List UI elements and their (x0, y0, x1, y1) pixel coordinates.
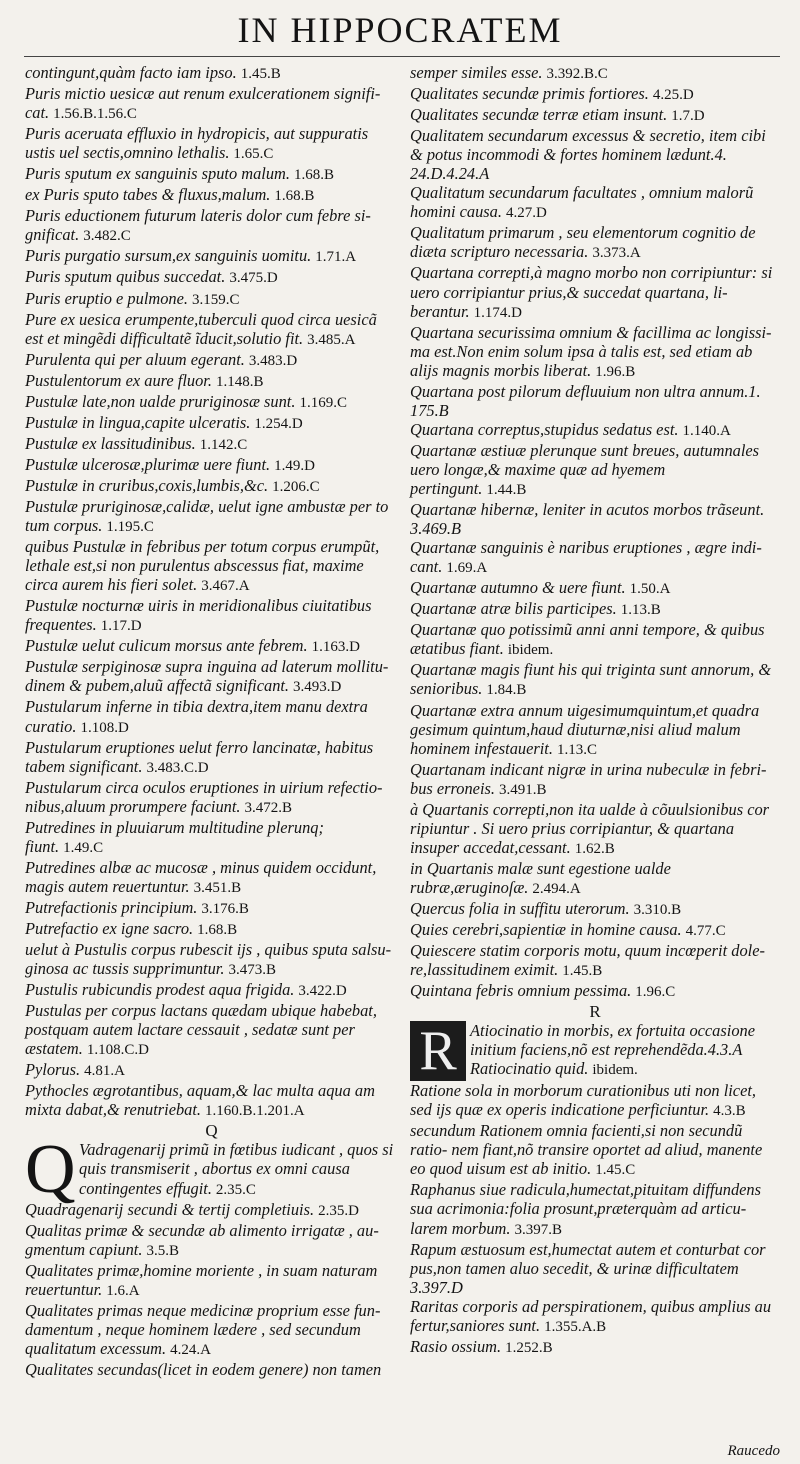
entry-text: Pustulæ ulcerosæ,plurimæ uere fiunt. (25, 454, 271, 474)
entry-text: Puris sputum ex sanguinis sputo malum. (25, 164, 290, 184)
ornamental-initial: R (410, 1021, 466, 1081)
index-entry (410, 382, 780, 420)
entry-reference: 3.176.B (201, 900, 249, 917)
index-entry (25, 63, 398, 84)
index-entry (25, 84, 398, 124)
entry-text: Quartanæ sanguinis è naribus eruptiones , ægre indi- cant. (410, 538, 762, 577)
index-entry (410, 760, 780, 800)
entry-text: Qualitas primæ & secundæ ab alimento irrigatæ , au- gmentum capiunt. (25, 1220, 379, 1259)
entry-reference: 1.69.A (446, 560, 488, 577)
entry-text: Raphanus siue radicula,humectat,pituitam diffundens sua acrimonia:folia prosunt,præterquàm ad articu- larem morbum. (410, 1180, 762, 1238)
entry-text: Puris eruptio e pulmone. (25, 288, 188, 308)
index-entry (25, 1301, 398, 1360)
entry-text: Quartanæ æstiuæ plerunque sunt breues, autumnales uero longæ,& maxime quæ ad hyemem pertingunt. (410, 440, 760, 498)
entry-reference: 3.5.B (146, 1242, 179, 1259)
entry-text: Rapum æstuosum est,humectat autem et conturbat cor pus,non tamen aluo secedit, & urinæ difficultatem 3.397.D (410, 1239, 766, 1297)
entry-text: semper similes esse. (410, 63, 543, 82)
entry-text: Quartanæ atræ bilis participes. (410, 599, 617, 619)
page-title: IN HIPPOCRATEM (237, 10, 563, 50)
index-entry (25, 980, 398, 1001)
entry-text: Pustulis rubicundis prodest aqua frigida. (25, 980, 295, 1000)
entry-reference: 3.392.B.C (546, 66, 608, 82)
entry-reference: 1.62.B (574, 840, 615, 857)
entry-reference: 1.108.C.D (86, 1042, 149, 1059)
index-entry (410, 500, 780, 538)
entry-text: Pustularum inferne in tibia dextra,item manu dextra curatio. (25, 697, 368, 736)
index-entry (25, 1060, 398, 1081)
entry-reference: ibidem. (507, 642, 554, 659)
index-entry (410, 578, 780, 599)
index-entry (25, 1001, 398, 1060)
index-entry (410, 660, 780, 700)
index-entry (410, 899, 780, 920)
entry-text: Puris sputum quibus succedat. (25, 267, 226, 287)
index-entry (410, 920, 780, 941)
entry-reference: 1.44.B (486, 481, 527, 498)
entry-reference: 1.68.B (274, 188, 315, 205)
entry-text: Pustulæ in lingua,capite ulceratis. (25, 412, 251, 432)
index-entry (25, 738, 398, 778)
index-entry (410, 599, 780, 620)
index-entry (25, 778, 398, 818)
entry-text: Quercus folia in suffitu uterorum. (410, 898, 630, 918)
index-entry (25, 246, 398, 267)
entry-reference: 3.485.A (307, 331, 356, 348)
entry-text: Pustulæ ex lassitudinibus. (25, 433, 196, 453)
entry-text: Pustulæ in cruribus,coxis,lumbis,&c. (25, 475, 269, 495)
entry-text: Quartanæ autumno & uere fiunt. (410, 578, 626, 598)
entry-reference: 3.397.B (514, 1221, 562, 1238)
index-entry (25, 497, 398, 537)
index-entry (410, 620, 780, 660)
index-entry (25, 636, 398, 657)
entry-reference: 3.482.C (83, 228, 131, 245)
index-entry (25, 818, 398, 858)
entry-text: Quartana correptus,stupidus sedatus est. (410, 419, 679, 439)
entry-text: à Quartanis correpti,non ita ualde à cõuulsionibus cor ripiuntur . Si uero prius corripiantur, & quartana insuper accedat,cessant. (410, 799, 770, 857)
entry-reference: 3.422.D (298, 983, 347, 1000)
entry-reference: 1.148.B (215, 373, 264, 390)
index-entry (410, 126, 780, 183)
index-entry (410, 1337, 780, 1358)
entry-text: Qualitatem secundarum excessus & secretio, item cibi & potus incommodi & fortes hominem lædunt.4. 24.D.4.24.A (410, 126, 766, 184)
entry-reference: 1.13.C (556, 741, 597, 758)
index-entry (25, 267, 398, 288)
entry-reference: 4.81.A (84, 1063, 125, 1080)
entry-reference: 1.49.C (63, 839, 104, 856)
entry-reference: 1.45.B (562, 963, 603, 980)
entry-text: Pythocles ægrotantibus, aquam,& lac multa aqua am mixta dabat,& renutriebat. (25, 1081, 375, 1120)
catchword: Raucedo (727, 1443, 780, 1459)
entry-reference: 4.25.D (652, 87, 694, 104)
entry-text: Puris aceruata effluxio in hydropicis, aut suppuratis ustis uel sectis,omnino lethalis. (25, 124, 369, 163)
entry-text: contingunt,quàm facto iam ipso. (25, 63, 237, 82)
entry-reference: 1.84.B (486, 682, 527, 699)
entry-reference: 3.159.C (191, 291, 240, 308)
index-entry (25, 124, 398, 164)
section-letter: R (589, 1002, 601, 1022)
entry-reference: 1.96.C (635, 984, 676, 1001)
entry-reference: 1.206.C (272, 478, 320, 495)
index-entry (410, 701, 780, 760)
index-entry (25, 413, 398, 434)
index-entry (25, 919, 398, 940)
section-letter: Q (205, 1121, 218, 1141)
index-entry (410, 941, 780, 981)
entry-reference: 4.77.C (685, 923, 726, 940)
entry-reference: 3.373.A (592, 245, 641, 262)
entry-text: Qualitates primæ,homine moriente , in suam naturam reuertuntur. (25, 1260, 378, 1299)
entry-text: Qualitatum primarum , seu elementorum cognitio de diæta scripturo necessaria. (410, 223, 756, 262)
entry-reference: 1.50.A (629, 581, 671, 598)
index-entry (410, 1121, 780, 1180)
entry-reference: 3.467.A (201, 578, 250, 595)
entry-reference: 1.142.C (199, 436, 248, 453)
index-entry (410, 323, 780, 382)
entry-reference: 1.108.D (80, 719, 129, 736)
index-entry (25, 1200, 398, 1221)
entry-text: secundum Rationem omnia facienti,si non secundũ ratio- nem fiant,nõ transire oportet ad aliud, manente eo quod uisum est ab initio. (410, 1121, 763, 1179)
entry-text: Quartanæ magis fiunt his qui triginta sunt annorum, & senioribus. (410, 660, 772, 699)
entry-text: Quadragenarij secundi & tertij completiuis. (25, 1199, 315, 1219)
drop-cap: Q (25, 1131, 76, 1209)
entry-text: Ratione sola in morborum curationibus uti non licet, sed ijs quæ ex operis indicatione perficiuntur. (410, 1081, 757, 1120)
entry-text: Puris eductionem futurum lateris dolor cum febre si- gnificat. (25, 206, 371, 245)
entry-reference: 1.169.C (299, 394, 347, 411)
index-entry (410, 981, 780, 1002)
entry-text: Purulenta qui per aluum egerant. (25, 349, 245, 369)
entry-reference: 2.494.A (532, 880, 581, 897)
index-entry (25, 1221, 398, 1261)
entry-text: Qualitates secundæ primis fortiores. (410, 84, 649, 104)
index-entry (410, 800, 780, 859)
entry-text: Putrefactionis principium. (25, 897, 198, 917)
index-entry (25, 392, 398, 413)
index-entry (25, 1360, 398, 1379)
index-entry (25, 898, 398, 919)
entry-reference: 1.17.D (100, 618, 142, 635)
entry-text: Pustulentorum ex aure fluor. (25, 370, 212, 390)
entry-text: in Quartanis malæ sunt egestione ualde rubræ,æruginoſæ. (410, 858, 671, 897)
entry-reference: 1.45.C (595, 1162, 636, 1179)
entry-text: Putredines in pluuiarum multitudine plerunq; fiunt. (25, 817, 324, 856)
entry-text: Quartana correpti,à magno morbo non corripiuntur: si uero corripiantur prius,& succedat quartana, li- berantur. (410, 263, 773, 321)
index-entry (410, 263, 780, 322)
entry-reference: 1.56.B.1.56.C (53, 106, 137, 123)
entry-reference: 3.451.B (193, 879, 242, 896)
entry-text: Quartana post pilorum defluuium non ultra annum.1. 175.B (410, 381, 761, 420)
index-entry (410, 1297, 780, 1337)
entry-text: Pustulæ serpiginosæ supra inguina ad laterum mollitu- dinem & pubem,aluũ affectã significant. (25, 657, 389, 696)
entry-reference: 3.493.D (293, 679, 342, 696)
entry-reference: 1.49.D (274, 457, 315, 474)
entry-reference: 3.483.C.D (146, 759, 209, 776)
entry-text: Quartanæ hibernæ, leniter in acutos morbos trãseunt. 3.469.B (410, 500, 765, 539)
entry-text: Pustulas per corpus lactans quædam ubique habebat, postquam autem lactare cessauit , sedatæ sunt per æstatem. (25, 1001, 377, 1059)
entry-text: Putredines albæ ac mucosæ , minus quidem occidunt, magis autem reuertuntur. (25, 857, 377, 896)
index-entry (25, 289, 398, 310)
index-entry (410, 63, 780, 84)
index-entry (410, 859, 780, 899)
index-entry (410, 1021, 780, 1081)
entry-text: quibus Pustulæ in febribus per totum corpus erumpũt, lethale est,si non purulentus abscessus fiat, maxime circa aurem his fieri solet. (25, 537, 380, 595)
entry-text: Qualitatum secundarum facultates , omnium malorũ homini causa. (410, 183, 754, 222)
entry-reference: 1.68.B (197, 921, 238, 938)
entry-text: Vadragenarij primũ in fœtibus iudicant , quos si quis transmiserit , abortus ex omni causa contingentes effugit. (79, 1140, 394, 1198)
index-entry (410, 84, 780, 105)
index-entry (25, 1261, 398, 1301)
entry-reference: 4.3.B (713, 1103, 746, 1120)
index-entry (25, 371, 398, 392)
index-entry (25, 596, 398, 636)
index-entry (25, 858, 398, 898)
entry-text: Quartanam indicant nigræ in urina nubeculæ in febri- bus erroneis. (410, 759, 767, 798)
entry-reference: 3.491.B (499, 781, 547, 798)
entry-text: Quies cerebri,sapientiæ in homine causa. (410, 920, 682, 940)
entry-reference: 1.71.A (315, 249, 357, 266)
entry-reference: 1.6.A (106, 1282, 140, 1299)
entry-text: Quartanæ quo potissimũ anni anni tempore, & quibus ætatibus fiant. (410, 620, 765, 659)
entry-reference: 1.160.B.1.201.A (205, 1103, 305, 1120)
entry-text: Quiescere statim corporis motu, quum incœperit dole- re,lassitudinem eximit. (410, 941, 765, 980)
entry-reference: 1.195.C (106, 519, 154, 536)
index-entry (25, 657, 398, 697)
entry-text: Pustulæ pruriginosæ,calidæ, uelut igne ambustæ per to tum corpus. (25, 496, 389, 536)
index-entry (25, 310, 398, 350)
entry-reference: 3.475.D (229, 270, 278, 287)
index-entry (410, 441, 780, 500)
entry-text: Qualitates secundas(licet in eodem genere) non tamen (25, 1359, 382, 1379)
index-entry (25, 476, 398, 497)
index-entry (410, 223, 780, 263)
index-entry (25, 206, 398, 246)
entry-text: Rasio ossium. (410, 1336, 502, 1356)
index-entry (410, 1240, 780, 1297)
index-entry (25, 434, 398, 455)
entry-text: Puris purgatio sursum,ex sanguinis uomitu. (25, 246, 312, 266)
index-entry (25, 537, 398, 596)
right-column (410, 63, 780, 1358)
entry-reference: 1.13.B (620, 602, 661, 619)
entry-text: uelut à Pustulis corpus rubescit ijs , quibus sputa salsu- ginosa ac tussis supprimuntur. (25, 940, 392, 979)
entry-text: Puris mictio uesicæ aut renum exulcerationem signifi- cat. (25, 84, 381, 123)
entry-text: Qualitates secundæ terræ etiam insunt. (410, 105, 668, 125)
entry-text: Raritas corporis ad perspirationem, quibus amplius au fertur,saniores sunt. (410, 1296, 772, 1335)
entry-text: Quartanæ extra annum uigesimumquintum,et quadra gesimum quintum,haud diuturnæ,nisi aliud malum hominem infestauerit. (410, 700, 760, 758)
index-entry (25, 940, 398, 980)
entry-text: Pustulæ uelut culicum morsus ante febrem. (25, 636, 308, 656)
entry-reference: 3.483.D (248, 352, 298, 369)
entry-reference: 3.472.B (244, 799, 293, 816)
index-entry (410, 105, 780, 126)
index-entry (25, 1081, 398, 1121)
index-entry (410, 1180, 780, 1239)
entry-reference: 1.254.D (254, 415, 303, 432)
entry-reference: 1.252.B (505, 1339, 553, 1356)
index-entry (25, 697, 398, 737)
entry-text: Atiocinatio in morbis, ex fortuita occasione initium faciens,nõ est reprehendẽda.4.3.A Ratiocinatio quid. (470, 1021, 755, 1079)
entry-reference: 1.174.D (473, 304, 522, 321)
index-entry (410, 1081, 780, 1121)
index-entry (410, 183, 780, 223)
entry-text: ex Puris sputo tabes & fluxus,malum. (25, 185, 271, 205)
index-entry (410, 420, 780, 441)
entry-text: Pustularum eruptiones uelut ferro lancinatæ, habitus tabem significant. (25, 737, 374, 776)
entry-text: Putrefactio ex igne sacro. (25, 918, 194, 938)
entry-text: Pustulæ nocturnæ uiris in meridionalibus ciuitatibus frequentes. (25, 596, 372, 635)
entry-text: Pustularum circa oculos eruptiones in uirium refectio- nibus,aluum prorumpere faciunt. (25, 777, 383, 816)
entry-reference: 1.140.A (682, 422, 731, 439)
index-entry (25, 350, 398, 371)
entry-reference: 3.310.B (633, 901, 682, 918)
entry-reference: 1.355.A.B (544, 1318, 607, 1335)
entry-reference: 1.163.D (311, 639, 360, 656)
entry-reference: 4.27.D (505, 205, 547, 222)
entry-reference: ibidem. (592, 1062, 638, 1079)
entry-text: Quartana securissima omnium & facillima ac longissi- ma est.Non enim solum ipsa à talis est, sed etiam ab alijs magnis morbis liberat. (410, 322, 772, 380)
header-rule (24, 56, 780, 57)
entry-text: Pure ex uesica erumpente,tuberculi quod circa uesicã est et mingẽdi difficultatẽ ĩducit,solutio fit. (25, 309, 377, 348)
index-entry (25, 185, 398, 206)
index-entry (410, 538, 780, 578)
entry-text: Pylorus. (25, 1060, 81, 1080)
index-entry (25, 164, 398, 185)
entry-reference: 3.473.B (228, 962, 276, 979)
entry-reference: 1.45.B (240, 66, 281, 82)
entry-reference: 2.35.C (215, 1181, 256, 1198)
entry-text: Pustulæ late,non ualde pruriginosæ sunt. (25, 391, 296, 411)
entry-text: Quintana febris omnium pessima. (410, 981, 632, 1001)
entry-reference: 1.7.D (671, 108, 705, 125)
entry-reference: 2.35.D (318, 1202, 359, 1219)
entry-reference: 4.24.A (170, 1341, 211, 1358)
entry-text: Qualitates primas neque medicinæ proprium esse fun- damentum , neque hominem lædere , sed secundum qualitatum excessum. (25, 1300, 381, 1358)
left-column (25, 63, 398, 1379)
index-entry (25, 455, 398, 476)
entry-reference: 1.68.B (294, 167, 335, 184)
entry-reference: 1.96.B (595, 363, 636, 380)
entry-reference: 1.65.C (233, 146, 274, 163)
